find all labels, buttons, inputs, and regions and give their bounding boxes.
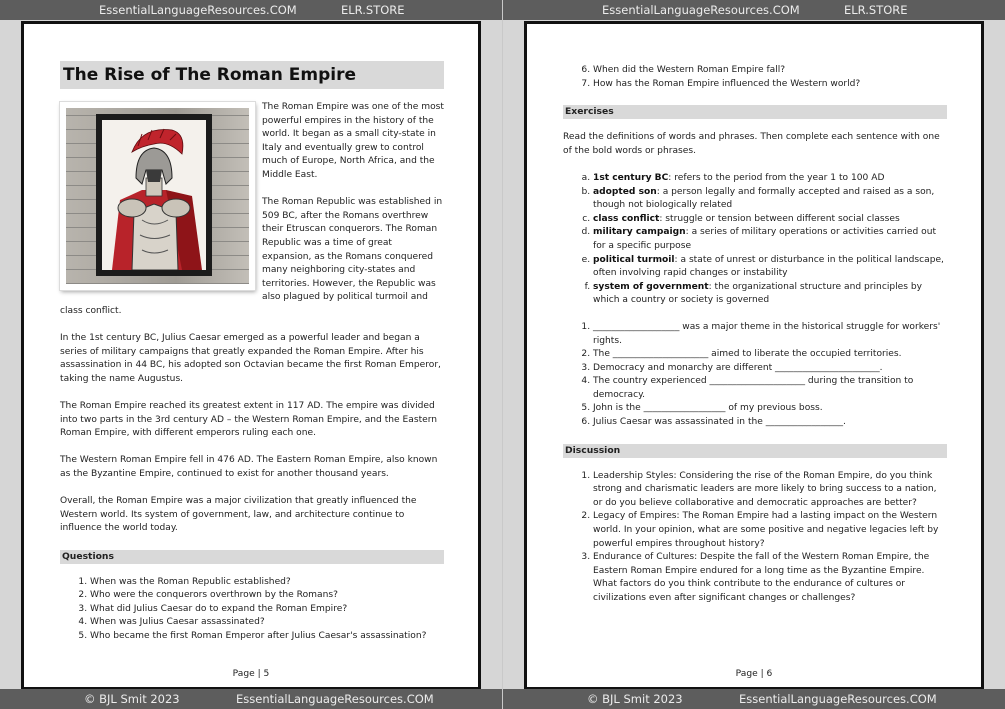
picture-frame <box>96 114 212 276</box>
header-bar-left <box>0 0 502 20</box>
paragraph-6: Overall, the Roman Empire was a major civilization that greatly influenced the Western world. Its system of government, law, and architecture continue to influence the world today. <box>60 496 417 534</box>
sentence-item: 4. The country experienced _____________________ during the transition to democracy. <box>593 375 947 402</box>
questions-list <box>60 576 444 644</box>
question-item: 1. When was the Roman Republic established? <box>90 576 444 590</box>
definition-item <box>593 281 947 308</box>
sentence-item: 5. John is the __________________ of my previous boss. <box>593 402 947 416</box>
definition-term: 1st century BC <box>593 172 669 183</box>
paragraph-5: The Western Roman Empire fell in 476 AD. The Eastern Roman Empire, also known as the Byzantine Empire, continued to exist for another thousand years. <box>60 455 438 480</box>
question-item: 7. How has the Roman Empire influenced the Western world? <box>593 78 947 92</box>
sentences-list <box>563 321 947 430</box>
definitions-list <box>563 172 947 308</box>
question-item: 6. When did the Western Roman Empire fall? <box>593 64 947 78</box>
page-6-content <box>563 64 947 606</box>
questions-heading: Questions <box>60 550 444 564</box>
left-page-panel <box>0 0 502 709</box>
exercises-intro: Read the definitions of words and phrases. Then complete each sentence with one of the bold words or phrases. <box>563 132 940 156</box>
definition-text: : the organizational structure and principles by which a country or society is governed <box>593 281 923 306</box>
discussion-heading: Discussion <box>563 444 947 458</box>
paragraph-3: In the 1st century BC, Julius Caesar emerged as a powerful leader and began a series of military campaigns that greatly expanded the Roman Empire. After his assassination in 44 BC, his adopted son Octavian became the first Roman Emperor, taking the name Augustus. <box>60 333 441 384</box>
page-5 <box>21 21 481 690</box>
discussion-item: 2. Legacy of Empires: The Roman Empire had a lasting impact on the Western world. In your opinion, what are some positive and negative legacies left by powerful empires throughout history? <box>593 510 947 551</box>
definition-item <box>593 213 947 227</box>
page-5-content <box>60 61 444 644</box>
discussion-item: 3. Endurance of Cultures: Despite the fall of the Western Roman Empire, the Eastern Roman Empire endured for a long time as the Byzantine Empire. What factors do you think contribute to the endurance of cultures or civilizations even after significant changes or challenges? <box>593 551 947 605</box>
footer-site-link[interactable]: EssentialLanguageResources.COM <box>739 692 937 706</box>
paragraph-2: The Roman Republic was established in 509 BC, after the Romans overthrew their Etruscan conquerors. The Roman Republic was a time of great expansion, as the Romans conquered many neighboring city-states and territories. However, the Republic was also plagued by political turmoil and class conflict. <box>60 197 443 316</box>
sentence-item: 1. ___________________ was a major theme in the historical struggle for workers' rights. <box>593 321 947 348</box>
definition-text: : a state of unrest or disturbance in the political landscape, often involving rapid changes or instability <box>593 254 944 279</box>
sentence-item: 2. The _____________________ aimed to liberate the occupied territories. <box>593 348 947 362</box>
exercises-heading: Exercises <box>563 105 947 119</box>
question-item: 4. When was Julius Caesar assassinated? <box>90 616 444 630</box>
definition-term: political turmoil <box>593 254 675 265</box>
header-bar-right <box>503 0 1005 20</box>
footer-bar-right <box>503 689 1005 709</box>
right-page-panel <box>503 0 1005 709</box>
definition-item <box>593 254 947 281</box>
title-bar <box>60 61 444 89</box>
header-site-link[interactable]: EssentialLanguageResources.COM <box>602 3 800 17</box>
sentence-item: 6. Julius Caesar was assassinated in the _________________. <box>593 416 947 430</box>
paragraph-1: The Roman Empire was one of the most powerful empires in the history of the world. It began as a small city-state in Italy and eventually grew to control much of Europe, North Africa, and the Middle East. <box>262 102 444 180</box>
discussion-list <box>563 470 947 606</box>
centurion-drawing-icon <box>102 120 206 270</box>
questions-list-continued <box>563 64 947 91</box>
definition-text: : a person legally and formally accepted and raised as a son, though not biologically related <box>593 186 935 211</box>
centurion-artwork <box>102 120 206 270</box>
paragraph-4: The Roman Empire reached its greatest extent in 117 AD. The empire was divided into two parts in the 3rd century AD – the Western Roman Empire, and the Eastern Roman Empire, with different emperors ruling each one. <box>60 401 438 439</box>
definition-term: military campaign <box>593 227 686 238</box>
definition-text: : struggle or tension between different social classes <box>659 213 900 224</box>
definition-term: system of government <box>593 281 709 292</box>
page-title: The Rise of The Roman Empire <box>63 65 356 85</box>
header-store-link[interactable]: ELR.STORE <box>844 3 908 17</box>
definition-term: adopted son <box>593 186 657 197</box>
page-number: Page | 6 <box>735 669 773 679</box>
question-item: 3. What did Julius Caesar do to expand the Roman Empire? <box>90 603 444 617</box>
definition-term: class conflict <box>593 213 660 224</box>
sentence-item: 3. Democracy and monarchy are different _______________________. <box>593 362 947 376</box>
definition-text: : a series of military operations or activities carried out for a specific purpose <box>593 227 937 251</box>
footer-copyright: © BJL Smit 2023 <box>84 692 180 706</box>
page-number: Page | 5 <box>232 669 270 679</box>
definition-text: : refers to the period from the year 1 to 100 AD <box>668 172 885 183</box>
question-item: 2. Who were the conquerors overthrown by the Romans? <box>90 589 444 603</box>
header-site-link[interactable]: EssentialLanguageResources.COM <box>99 3 297 17</box>
discussion-item: 1. Leadership Styles: Considering the rise of the Roman Empire, do you think strong and charismatic leaders are more likely to bring success to a nation, or do you believe collaborative and democratic approaches are better? <box>593 470 947 511</box>
page-6 <box>524 21 984 690</box>
footer-bar-left <box>0 689 502 709</box>
definition-item <box>593 186 947 213</box>
definition-item <box>593 172 947 186</box>
definition-item <box>593 226 947 253</box>
roman-centurion-image <box>60 102 255 290</box>
question-item: 5. Who became the first Roman Emperor after Julius Caesar's assassination? <box>90 630 444 644</box>
footer-site-link[interactable]: EssentialLanguageResources.COM <box>236 692 434 706</box>
header-store-link[interactable]: ELR.STORE <box>341 3 405 17</box>
footer-copyright: © BJL Smit 2023 <box>587 692 683 706</box>
